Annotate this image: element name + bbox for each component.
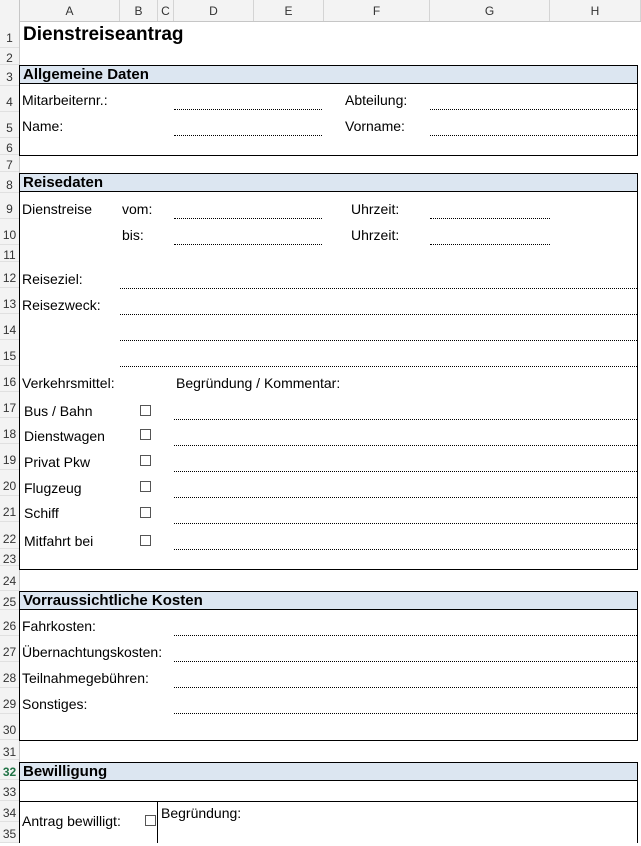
uhrzeit-vom-field[interactable] — [430, 218, 550, 219]
kommentar-field-line-5[interactable] — [174, 523, 637, 524]
row-header[interactable]: 5 — [0, 112, 19, 138]
teilnahmegebuehren-label: Teilnahmegebühren: — [22, 670, 149, 686]
row-header[interactable]: 22 — [0, 522, 19, 549]
column-header-e[interactable]: E — [254, 0, 324, 21]
row-header[interactable]: 9 — [0, 193, 19, 219]
name-field[interactable] — [174, 135, 322, 136]
abteilung-label: Abteilung: — [345, 92, 408, 108]
bis-label: bis: — [122, 227, 144, 243]
section-header-bewilligung: Bewilligung — [19, 762, 638, 781]
row-header[interactable]: 23 — [0, 549, 19, 566]
row-header[interactable]: 25 — [0, 591, 19, 610]
mitarbeiternr-field[interactable] — [174, 109, 322, 110]
row-header[interactable]: 14 — [0, 314, 19, 340]
verkehrsmittel-option-schiff: Schiff — [24, 505, 59, 521]
row-header[interactable]: 2 — [0, 48, 19, 65]
kommentar-field-line-2[interactable] — [174, 445, 637, 446]
verkehrsmittel-option-privat-pkw: Privat Pkw — [24, 454, 91, 470]
row-header[interactable]: 20 — [0, 470, 19, 496]
checkbox-bus-bahn[interactable] — [140, 405, 151, 416]
begruendung-kommentar-label: Begründung / Kommentar: — [176, 375, 341, 391]
column-header-h[interactable]: H — [550, 0, 641, 21]
reisezweck-field-line-2[interactable] — [120, 340, 637, 341]
column-header-bar — [0, 0, 641, 22]
row-header[interactable]: 29 — [0, 688, 19, 714]
row-header[interactable]: 7 — [0, 155, 19, 172]
row-header[interactable]: 31 — [0, 740, 19, 760]
reisezweck-field-line-1[interactable] — [120, 314, 637, 315]
row-header[interactable]: 16 — [0, 366, 19, 392]
row-header[interactable]: 34 — [0, 801, 19, 822]
bis-date-field[interactable] — [174, 244, 322, 245]
row-header[interactable]: 15 — [0, 340, 19, 366]
row-header[interactable]: 12 — [0, 262, 19, 288]
reiseziel-field[interactable] — [120, 288, 637, 289]
row-header[interactable]: 30 — [0, 714, 19, 740]
section-frame-bewilligung — [19, 781, 638, 843]
uhrzeit-label-1: Uhrzeit: — [351, 201, 400, 217]
abteilung-field[interactable] — [430, 109, 637, 110]
row-header[interactable]: 18 — [0, 418, 19, 444]
row-header[interactable]: 24 — [0, 566, 19, 591]
section-header-allgemeine-daten: Allgemeine Daten — [19, 65, 638, 84]
verkehrsmittel-option-dienstwagen: Dienstwagen — [24, 428, 105, 444]
row-header[interactable]: 35 — [0, 822, 19, 843]
sonstiges-label: Sonstiges: — [22, 696, 88, 712]
kommentar-field-line-6[interactable] — [174, 549, 637, 550]
select-all-corner[interactable] — [0, 0, 20, 21]
section-header-reisedaten: Reisedaten — [19, 173, 638, 192]
column-header-d[interactable]: D — [174, 0, 254, 21]
checkbox-privat-pkw[interactable] — [140, 455, 151, 466]
row-header[interactable]: 1 — [0, 21, 19, 48]
checkbox-mitfahrt-bei[interactable] — [140, 535, 151, 546]
checkbox-dienstwagen[interactable] — [140, 429, 151, 440]
uhrzeit-bis-field[interactable] — [430, 244, 550, 245]
row-header[interactable]: 28 — [0, 662, 19, 688]
vom-label: vom: — [122, 201, 153, 217]
verkehrsmittel-option-flugzeug: Flugzeug — [24, 480, 82, 496]
row-header[interactable]: 4 — [0, 86, 19, 112]
kommentar-field-line-3[interactable] — [174, 471, 637, 472]
uebernachtungskosten-label: Übernachtungskosten: — [22, 644, 163, 660]
row-header[interactable]: 21 — [0, 496, 19, 522]
antrag-bewilligt-label: Antrag bewilligt: — [22, 813, 121, 829]
column-header-c[interactable]: C — [158, 0, 174, 21]
teilnahmegebuehren-field[interactable] — [174, 687, 637, 688]
row-header-bar — [0, 21, 20, 843]
bewilligung-column-divider — [157, 801, 158, 843]
checkbox-schiff[interactable] — [140, 507, 151, 518]
mitarbeiternr-label: Mitarbeiternr.: — [22, 92, 108, 108]
row-header[interactable]: 13 — [0, 288, 19, 314]
vorname-label: Vorname: — [345, 118, 405, 134]
row-header[interactable]: 33 — [0, 780, 19, 801]
row-header[interactable]: 6 — [0, 138, 19, 155]
verkehrsmittel-option-bus-bahn: Bus / Bahn — [24, 403, 93, 419]
row-header-selected[interactable]: 32 — [0, 760, 19, 780]
bewilligung-divider — [19, 801, 638, 802]
row-header[interactable]: 19 — [0, 444, 19, 470]
section-header-kosten: Vorraussichtliche Kosten — [19, 591, 638, 610]
uebernachtungskosten-field[interactable] — [174, 661, 637, 662]
column-header-g[interactable]: G — [430, 0, 550, 21]
column-header-a[interactable]: A — [20, 0, 120, 21]
column-header-b[interactable]: B — [120, 0, 158, 21]
row-header[interactable]: 3 — [0, 65, 19, 86]
fahrkosten-label: Fahrkosten: — [22, 618, 96, 634]
checkbox-flugzeug[interactable] — [140, 481, 151, 492]
dienstreise-label: Dienstreise — [22, 201, 93, 217]
row-header[interactable]: 11 — [0, 245, 19, 262]
page-title: Dienstreiseantrag — [23, 24, 184, 45]
name-label: Name: — [22, 118, 64, 134]
row-header[interactable]: 17 — [0, 392, 19, 418]
column-header-f[interactable]: F — [324, 0, 430, 21]
verkehrsmittel-option-mitfahrt-bei: Mitfahrt bei — [24, 533, 94, 549]
bewilligung-begruendung-label: Begründung: — [161, 805, 242, 821]
fahrkosten-field[interactable] — [174, 635, 637, 636]
checkbox-antrag-bewilligt[interactable] — [145, 815, 156, 826]
kommentar-field-line-1[interactable] — [174, 419, 637, 420]
row-header[interactable]: 10 — [0, 219, 19, 245]
verkehrsmittel-label: Verkehrsmittel: — [22, 375, 115, 391]
uhrzeit-label-2: Uhrzeit: — [351, 227, 400, 243]
kommentar-field-line-4[interactable] — [174, 497, 637, 498]
row-header[interactable]: 27 — [0, 636, 19, 662]
sonstiges-field[interactable] — [174, 713, 637, 714]
section-frame-allgemeine-daten — [19, 84, 638, 156]
reiseziel-label: Reiseziel: — [22, 271, 83, 287]
row-header[interactable]: 8 — [0, 172, 19, 193]
reisezweck-label: Reisezweck: — [22, 297, 101, 313]
reisezweck-field-line-3[interactable] — [120, 366, 637, 367]
row-header[interactable]: 26 — [0, 610, 19, 636]
vom-date-field[interactable] — [174, 218, 322, 219]
vorname-field[interactable] — [430, 135, 637, 136]
